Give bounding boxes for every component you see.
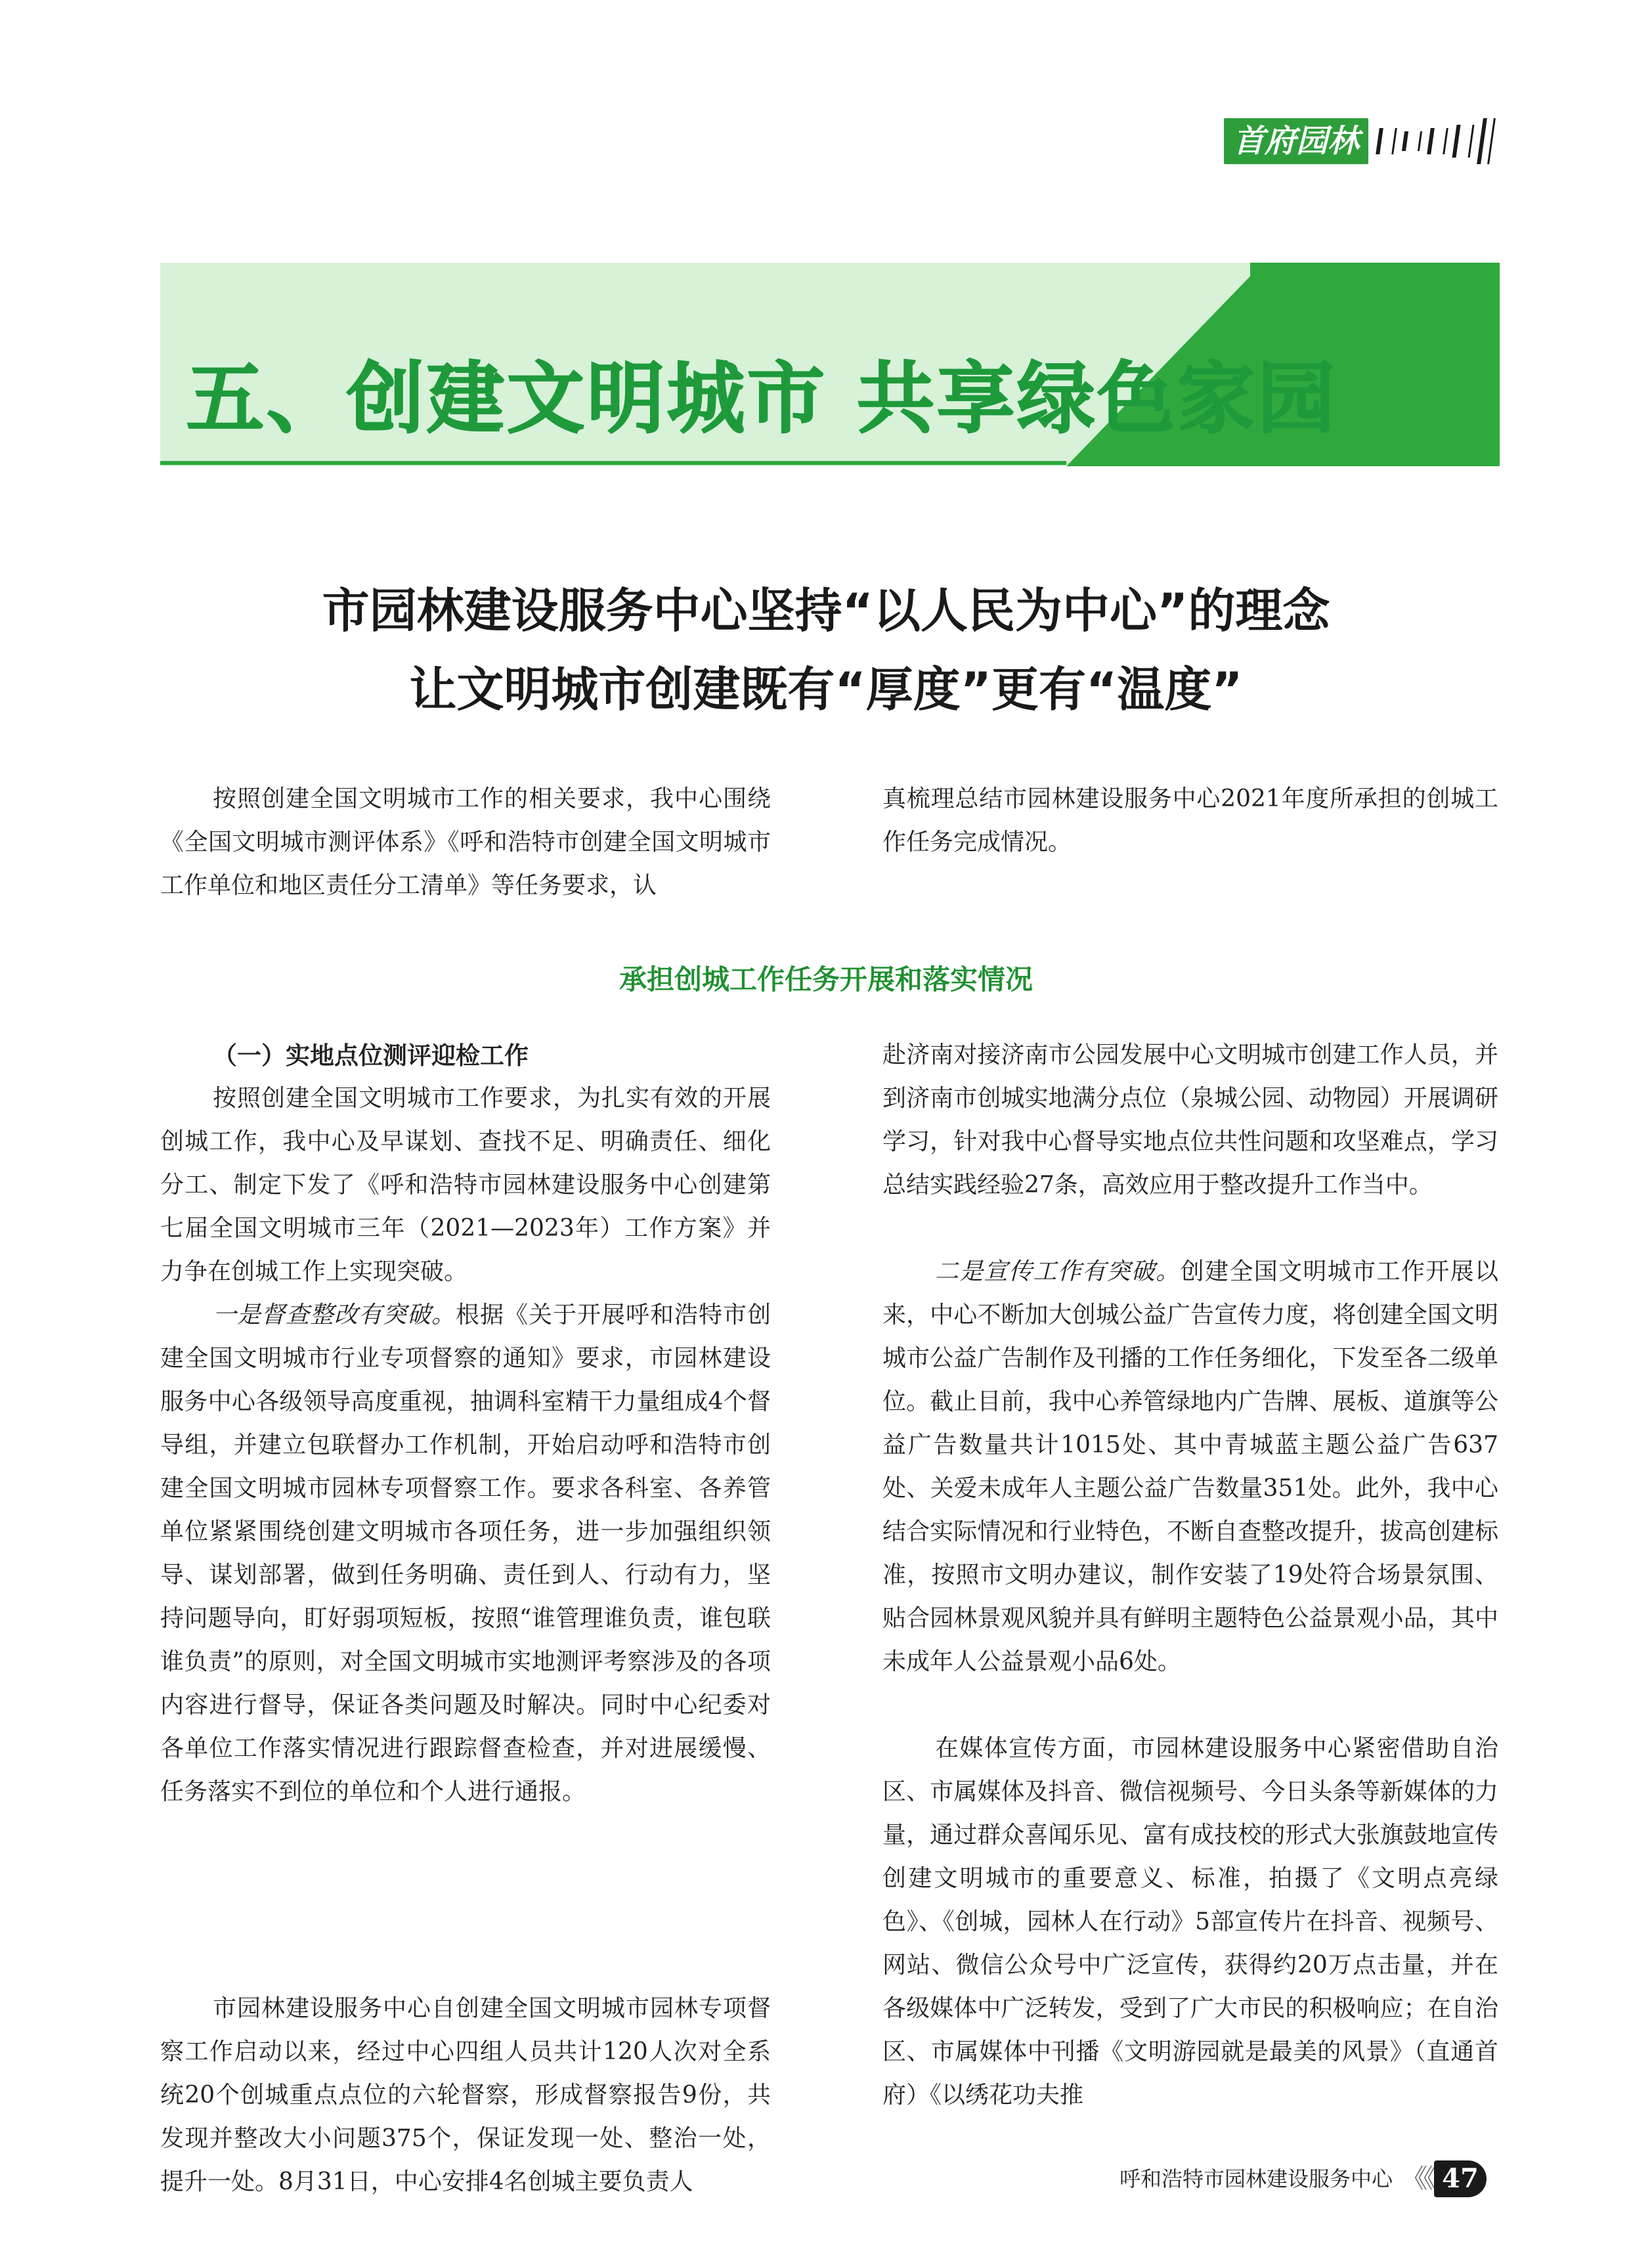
section-heading: 承担创城工作任务开展和落实情况 (619, 963, 1033, 996)
article-headline-line1: 市园林建设服务中心坚持“以人民为中心”的理念 (322, 583, 1330, 638)
lead-phrase: 二是宣传工作有突破。 (935, 1258, 1181, 1285)
paragraph-text: 根据《关于开展呼和浩特市创建全国文明城市行业专项督察的通知》要求，市园林建设服务中心各级领导高度重视，抽调科室精干力量组成4个督导组，并建立包联督办工作机制，开始启动呼和浩特市创建全国文明城市园林专项督察工作。要求各科室、各养管单位紧紧围绕创建文明城市各项任务，进一步加强组织领导、谋划部署，做到任务明确、责任到人、行动有力，坚持问题导向，盯好弱项短板，按照“谁管理谁负责，谁包联谁负责”的原则，对全国文明城市实地测评考察涉及的各项内容进行督导，保证各类问题及时解决。同时中心纪委对各单位工作落实情况进行跟踪督查检查，并对进展缓慢、任务落实不到位的单位和个人进行通报。 (160, 1302, 771, 1805)
publication-logo (1224, 112, 1508, 171)
paragraph-text: 创建全国文明城市工作开展以来，中心不断加大创城公益广告宣传力度，将创建全国文明城市公益广告制作及刊播的工作任务细化，下发至各二级单位。截止目前，我中心养管绿地内广告牌、展板、道旗等公益广告数量共计1015处、其中青城蓝主题公益广告637处、关爱未成年人主题公益广告数量351处。此外，我中心结合实际情况和行业特色，不断自查整改提升，拔高创建标准，按照市文明办建议，制作安装了19处符合场景氛围、贴合园林景观风貌并具有鲜明主题特色公益景观小品，其中未成年人公益景观小品6处。 (882, 1258, 1498, 1675)
left-paragraph-2 (160, 1294, 771, 1814)
right-paragraph-2 (882, 1250, 1498, 1684)
mongolian-script-mark (1378, 118, 1500, 164)
logo-text: 首府园林 (1224, 118, 1368, 164)
section-banner (160, 263, 1500, 466)
lead-phrase: 一是督查整改有突破。 (213, 1302, 456, 1328)
right-paragraph-3: 在媒体宣传方面，市园林建设服务中心紧密借助自治区、市属媒体及抖音、微信视频号、今日头条等新媒体的力量，通过群众喜闻乐见、富有成技校的形式大张旗鼓地宣传创建文明城市的重要意义、标准，拍摄了《文明点亮绿色》、《创城，园林人在行动》5部宣传片在抖音、视频号、网站、微信公众号中广泛宣传，获得约20万点击量，并在各级媒体中广泛转发，受到了广大市民的积极响应；在自治区、市属媒体中刊播《文明游园就是最美的风景》（直通首府）《以绣花功夫推 (882, 1735, 1498, 2109)
banner-underline (160, 461, 1066, 465)
page-number: 47 (1434, 2160, 1487, 2197)
right-paragraph-1: 赴济南对接济南市公园发展中心文明城市创建工作人员，并到济南市创城实地满分点位（泉城公园、动物园）开展调研学习，针对我中心督导实地点位共性问题和攻坚难点，学习总结实践经验27条，高效应用于整改提升工作当中。 (882, 1041, 1498, 1198)
footer-organization: 呼和浩特市园林建设服务中心 (1119, 2166, 1393, 2191)
chevron-icon: 《《 (1401, 2164, 1433, 2194)
intro-paragraph-right: 真梳理总结市园林建设服务中心2021年度所承担的创城工作任务完成情况。 (882, 785, 1498, 856)
subsection-heading: （一）实地点位测评迎检工作 (213, 1041, 529, 1070)
article-headline-line2: 让文明城市创建既有“厚度”更有“温度” (409, 662, 1243, 717)
left-paragraph-3: 市园林建设服务中心自创建全国文明城市园林专项督察工作启动以来，经过中心四组人员共计120人次对全系统20个创城重点点位的六轮督察，形成督察报告9份，共发现并整改大小问题375个，保证发现一处、整治一处，提升一处。8月31日，中心安排4名创城主要负责人 (160, 1995, 771, 2195)
intro-paragraph-left: 按照创建全国文明城市工作的相关要求，我中心围绕《全国文明城市测评体系》《呼和浩特市创建全国文明城市工作单位和地区责任分工清单》等任务要求，认 (160, 785, 771, 899)
section-title: 五、创建文明城市 共享绿色家园 (186, 353, 1338, 444)
left-paragraph-1: 按照创建全国文明城市工作要求，为扎实有效的开展创城工作，我中心及早谋划、查找不足、明确责任、细化分工、制定下发了《呼和浩特市园林建设服务中心创建第七届全国文明城市三年（2021—2023年）工作方案》并力争在创城工作上实现突破。 (160, 1085, 771, 1285)
